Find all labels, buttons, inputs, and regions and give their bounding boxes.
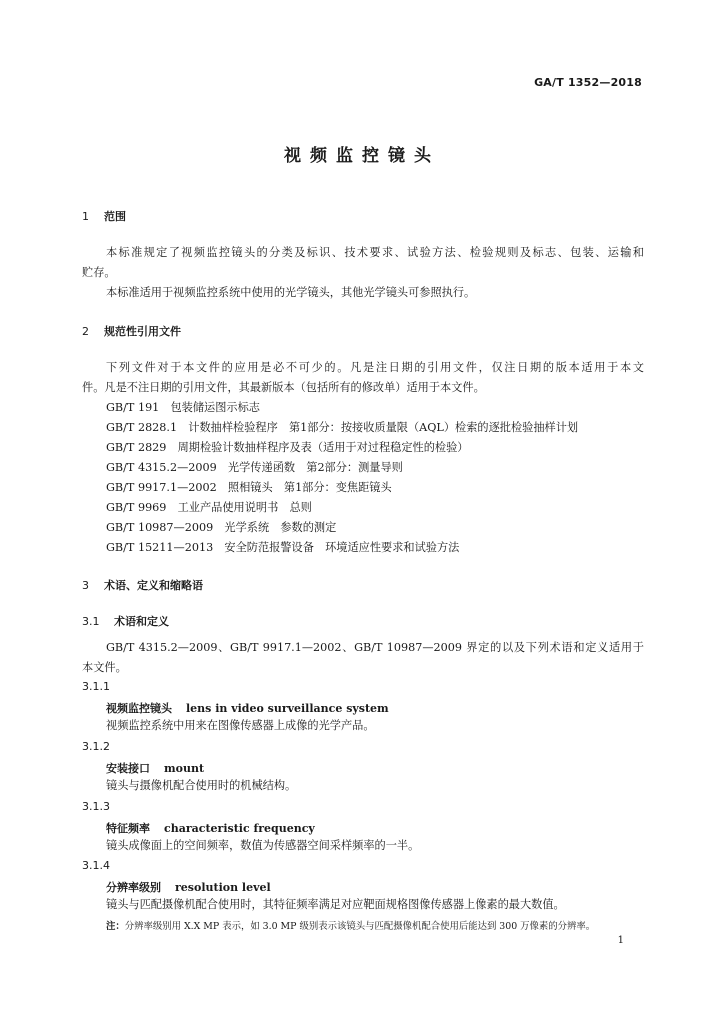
term-en: characteristic frequency	[164, 822, 315, 835]
normative-intro-line2: 件。凡是不注日期的引用文件，其最新版本（包括所有的修改单）适用于本文件。	[82, 381, 485, 394]
section-title: 规范性引用文件	[104, 325, 181, 338]
reference-item: GB/T 10987—2009 光学系统 参数的测定	[106, 521, 337, 534]
term-heading	[106, 700, 389, 716]
clause-number: 3.1.2	[82, 740, 110, 753]
scope-paragraph-2: 本标准适用于视频监控系统中使用的光学镜头，其他光学镜头可参照执行。	[106, 286, 476, 299]
clause-number: 3.1.3	[82, 800, 110, 813]
term-en: resolution level	[175, 881, 271, 894]
reference-item: GB/T 9969 工业产品使用说明书 总则	[106, 501, 312, 514]
term-note	[106, 918, 644, 932]
section-number: 3	[82, 579, 89, 592]
section-2-heading	[82, 323, 181, 339]
reference-item: GB/T 4315.2—2009 光学传递函数 第2部分：测量导则	[106, 461, 403, 474]
term-heading	[106, 760, 204, 776]
term-zh: 视频监控镜头	[106, 702, 172, 715]
term-zh: 特征频率	[106, 822, 150, 835]
document-title: 视频监控镜头	[284, 146, 440, 166]
normative-intro-line1: 下列文件对于本文件的应用是必不可少的。凡是注日期的引用文件，仅注日期的版本适用于本文	[106, 361, 644, 374]
section-number: 2	[82, 325, 89, 338]
reference-item: GB/T 191 包装储运图示标志	[106, 401, 260, 414]
subsection-number: 3.1	[82, 615, 100, 628]
section-3-heading	[82, 577, 203, 593]
scope-paragraph-line1: 本标准规定了视频监控镜头的分类及标识、技术要求、试验方法、检验规则及标志、包装、运输和	[106, 246, 644, 259]
term-en: mount	[164, 762, 205, 775]
term-en: lens in video surveillance system	[186, 702, 389, 715]
term-definition: 镜头与匹配摄像机配合使用时，其特征频率满足对应靶面规格图像传感器上像素的最大数值。	[106, 898, 565, 911]
subsection-title: 术语和定义	[114, 615, 169, 628]
term-zh: 安装接口	[106, 762, 150, 775]
scope-paragraph-line2: 贮存。	[82, 266, 116, 279]
term-definition: 镜头成像面上的空间频率，数值为传感器空间采样频率的一半。	[106, 839, 420, 852]
note-label: 注：	[106, 921, 125, 932]
term-definition: 视频监控系统中用来在图像传感器上成像的光学产品。	[106, 719, 375, 732]
terms-intro-line2: 本文件。	[82, 661, 127, 674]
subsection-3-1-heading	[82, 613, 169, 629]
term-heading	[106, 820, 315, 836]
section-1-heading	[82, 208, 126, 224]
term-zh: 分辨率级别	[106, 881, 161, 894]
reference-item: GB/T 2828.1 计数抽样检验程序 第1部分：按接收质量限（AQL）检索的逐批检验抽样计划	[106, 421, 579, 434]
reference-item: GB/T 15211—2013 安全防范报警设备 环境适应性要求和试验方法	[106, 541, 460, 554]
term-definition: 镜头与摄像机配合使用时的机械结构。	[106, 779, 297, 792]
reference-item: GB/T 2829 周期检验计数抽样程序及表（适用于对过程稳定性的检验）	[106, 441, 469, 454]
section-title: 术语、定义和缩略语	[104, 579, 203, 592]
clause-number: 3.1.4	[82, 859, 110, 872]
page-number: 1	[617, 935, 624, 946]
section-title: 范围	[104, 210, 126, 223]
note-text: 分辨率级别用 X.X MP 表示，如 3.0 MP 级别表示该镜头与匹配摄像机配合使用后能达到 300 万像素的分辨率。	[124, 921, 596, 932]
clause-number: 3.1.1	[82, 680, 110, 693]
term-heading	[106, 879, 271, 895]
reference-item: GB/T 9917.1—2002 照相镜头 第1部分：变焦距镜头	[106, 481, 392, 494]
section-number: 1	[82, 210, 89, 223]
terms-intro-line1: GB/T 4315.2—2009、GB/T 9917.1—2002、GB/T 10987—2009 界定的以及下列术语和定义适用于	[106, 641, 644, 654]
standard-code: GA/T 1352—2018	[534, 76, 642, 89]
